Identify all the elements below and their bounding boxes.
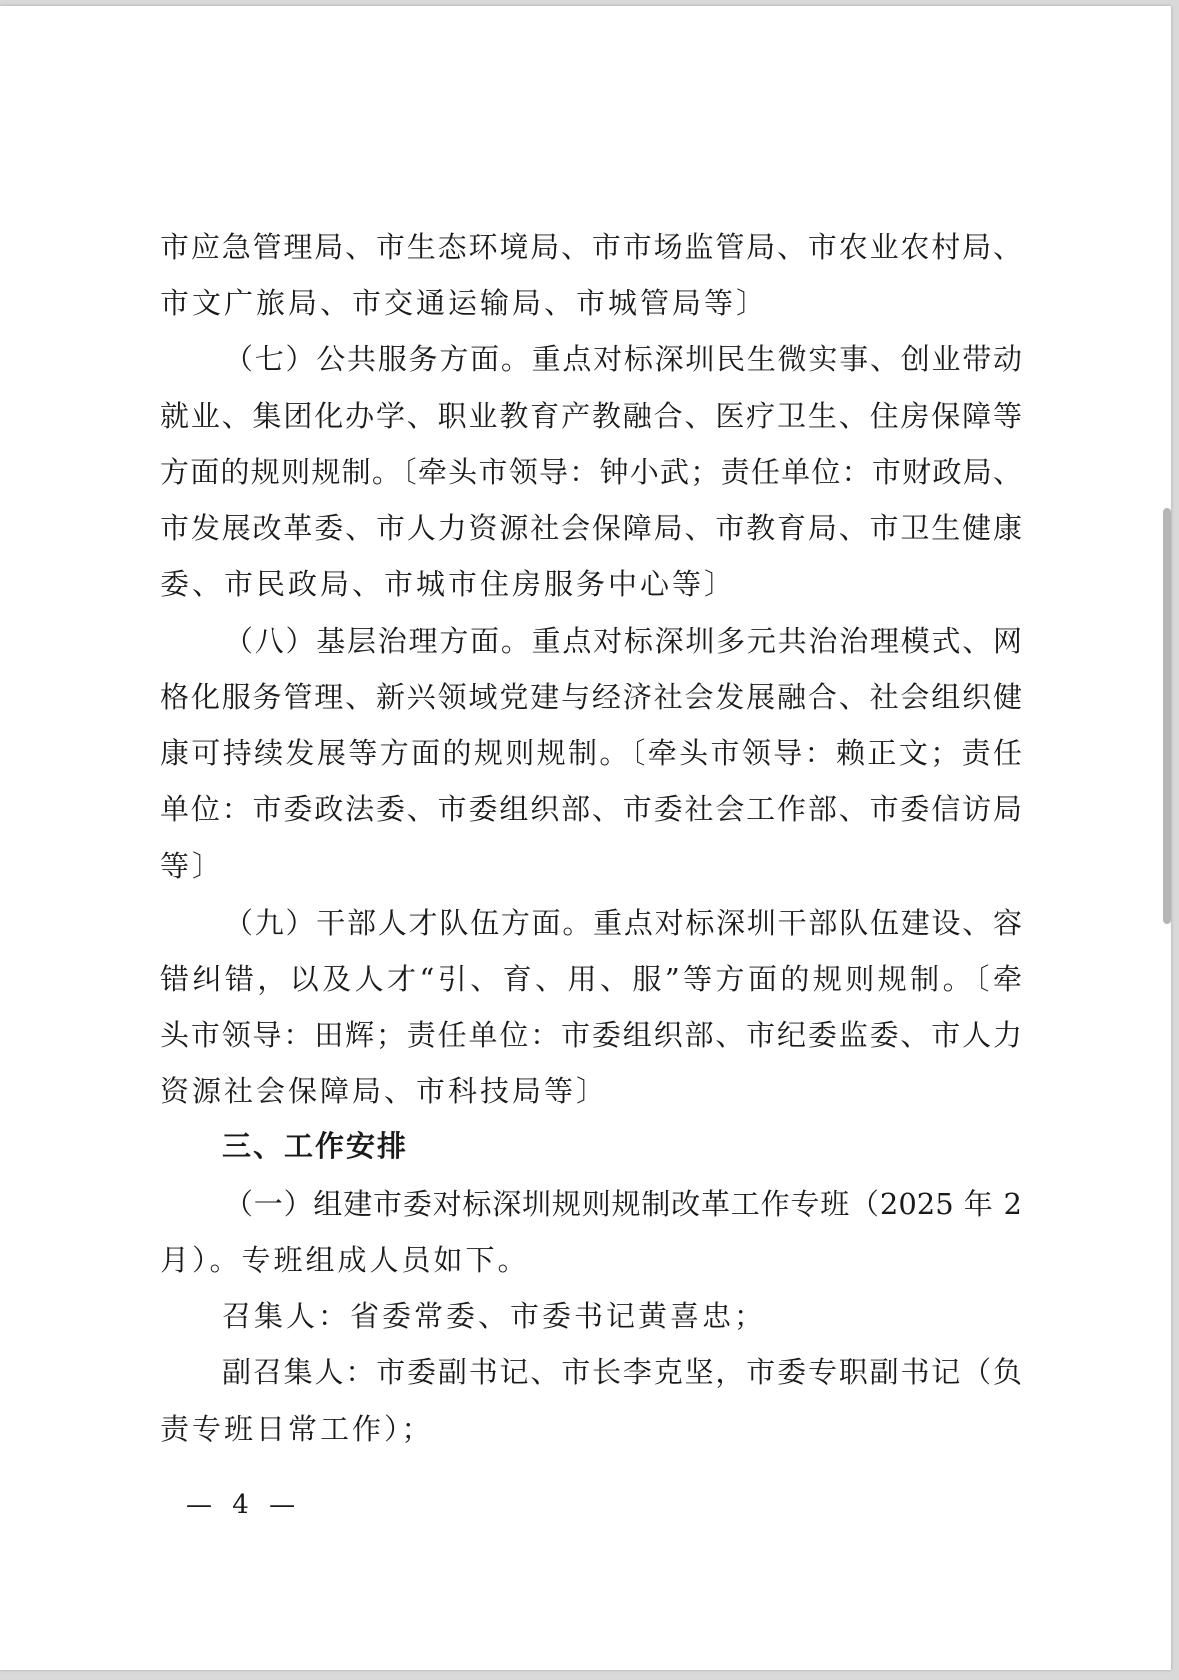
text-line: 市应急管理局、市生态环境局、市市场监管局、市农业农村局、: [160, 230, 1022, 264]
text-line: 责专班日常工作）；: [160, 1412, 434, 1446]
text-line: 错纠错，以及人才“引、育、用、服”等方面的规则规制。〔牵: [160, 962, 1022, 996]
section-3-item-1: （一）组建市委对标深圳规则规制改革工作专班（2025 年 2: [224, 1187, 1022, 1221]
text-line: 头市领导：田辉；责任单位：市委组织部、市纪委监委、市人力: [160, 1018, 1022, 1052]
text-line: 单位：市委政法委、市委组织部、市委社会工作部、市委信访局: [160, 792, 1022, 826]
page-number: — 4 —: [186, 1490, 302, 1520]
scrollbar-thumb[interactable]: [1163, 508, 1171, 924]
paragraph-9-start: （九）干部人才队伍方面。重点对标深圳干部队伍建设、容: [224, 906, 1022, 940]
text-line: 方面的规则规制。〔牵头市领导：钟小武；责任单位：市财政局、: [160, 455, 1022, 489]
text-line: 等〕: [160, 849, 225, 883]
text-line: 格化服务管理、新兴领域党建与经济社会发展融合、社会组织健: [160, 680, 1022, 714]
deputy-convener-line: 副召集人：市委副书记、市长李克坚，市委专职副书记（负: [222, 1355, 1022, 1389]
text-line: 就业、集团化办学、职业教育产教融合、医疗卫生、住房保障等: [160, 399, 1022, 433]
paragraph-7-start: （七）公共服务方面。重点对标深圳民生微实事、创业带动: [224, 342, 1022, 376]
paragraph-8-start: （八）基层治理方面。重点对标深圳多元共治治理模式、网: [224, 624, 1022, 658]
text-line: 市文广旅局、市交通运输局、市城管局等〕: [160, 286, 769, 320]
document-page: [0, 6, 1171, 1670]
text-line: 月）。专班组成人员如下。: [160, 1243, 530, 1277]
text-line: 资源社会保障局、市科技局等〕: [160, 1074, 609, 1108]
text-line: 康可持续发展等方面的规则规制。〔牵头市领导：赖正文；责任: [160, 736, 1022, 770]
text-line: 委、市民政局、市城市住房服务中心等〕: [160, 567, 737, 601]
section-heading: 三、工作安排: [222, 1129, 409, 1163]
convener-line: 召集人：省委常委、市委书记黄喜忠；: [222, 1299, 767, 1333]
text-line: 市发展改革委、市人力资源社会保障局、市教育局、市卫生健康: [160, 511, 1022, 545]
